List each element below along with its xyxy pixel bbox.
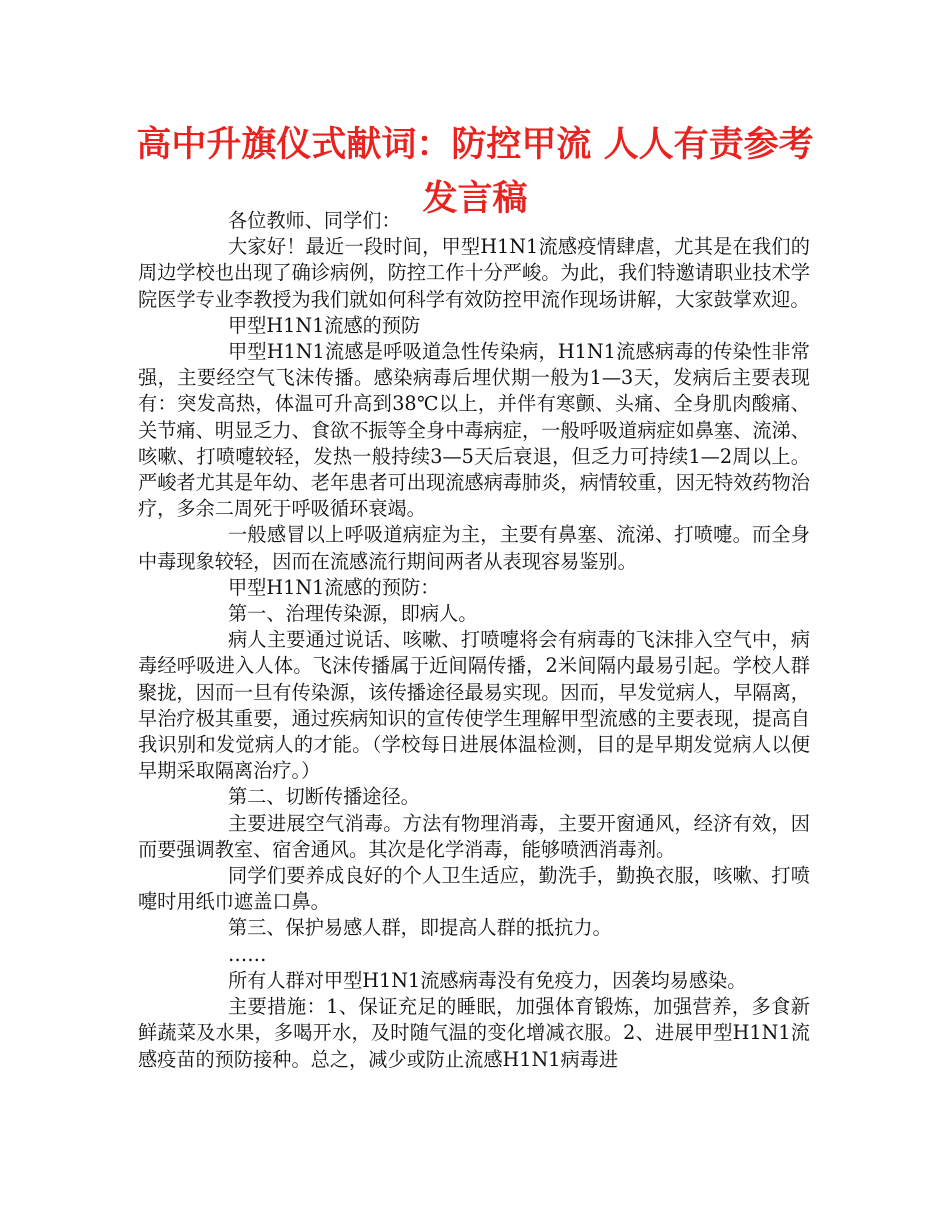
paragraph-step-one-body: 病人主要通过说话、咳嗽、打喷嚏将会有病毒的飞沫排入空气中，病毒经呼吸进入人体。飞沫传播属于近间隔传播，2米间隔内最易引起。学校人群聚拢，因而一旦有传染源，该传播途径最易实现。因而，早发觉病人，早隔离，早治疗极其重要，通过疾病知识的宣传使学生理解甲型流感的主要表现，提高自我识别和发觉病人的才能。（学校每日进展体温检测，目的是早期发觉病人以便早期采取隔离治疗。） xyxy=(138,628,810,783)
paragraph-susceptibility: 所有人群对甲型H1N1流感病毒没有免疫力，因袭均易感染。 xyxy=(228,968,747,992)
paragraph-cold-comparison: 一般感冒以上呼吸道病症为主，主要有鼻塞、流涕、打喷嚏。而全身中毒现象较轻，因而在流感流行期间两者从表现容易鉴别。 xyxy=(138,523,810,573)
paragraph-hygiene: 同学们要养成良好的个人卫生适应，勤洗手，勤换衣服，咳嗽、打喷嚏时用纸巾遮盖口鼻。 xyxy=(138,864,810,914)
paragraph-heading-prevention-list: 甲型H1N1流感的预防： xyxy=(228,575,440,599)
paragraph-ellipsis: …… xyxy=(228,942,267,966)
paragraph-step-one-heading: 第一、治理传染源，即病人。 xyxy=(228,602,478,626)
paragraph-greeting: 各位教师、同学们： xyxy=(228,209,401,232)
document-title: 高中升旗仪式献词：防控甲流 人人有责参考发言稿 xyxy=(136,125,814,219)
paragraph-disease-description: 甲型H1N1流感是呼吸道急性传染病，H1N1流感病毒的传染性非常强，主要经空气飞沫传播。感染病毒后埋伏期一般为1—3天，发病后主要表现有：突发高热，体温可升高到38℃以上，并伴有寒颤、头痛、全身肌肉酸痛、关节痛、明显乏力、食欲不振等全身中毒病症，一般呼吸道病症如鼻塞、流涕、咳嗽、打喷嚏较轻，发热一般持续3—5天后衰退，但乏力可持续1—2周以上。严峻者尤其是年幼、老年患者可出现流感病毒肺炎，病情较重，因无特效药物治疗，多余二周死于呼吸循环衰竭。 xyxy=(138,340,810,521)
paragraph-step-two-heading: 第二、切断传播途径。 xyxy=(228,785,420,809)
paragraph-step-three-heading: 第三、保护易感人群，即提高人群的抵抗力。 xyxy=(228,916,612,940)
paragraph-measures: 主要措施：1、保证充足的睡眠，加强体育锻炼，加强营养，多食新鲜蔬菜及水果，多喝开水，及时随气温的变化增减衣服。2、进展甲型H1N1流感疫苗的预防接种。总之，减少或防止流感H1N1病毒进 xyxy=(138,995,810,1071)
paragraph-intro: 大家好！最近一段时间，甲型H1N1流感疫情肆虐，尤其是在我们的周边学校也出现了确诊病例，防控工作十分严峻。为此，我们特邀请职业技术学院医学专业李教授为我们就如何科学有效防控甲流作现场讲解，大家鼓掌欢迎。 xyxy=(138,235,810,311)
paragraph-heading-prevention: 甲型H1N1流感的预防 xyxy=(228,313,421,337)
paragraph-step-two-body: 主要进展空气消毒。方法有物理消毒，主要开窗通风，经济有效，因而要强调教室、宿舍通风。其次是化学消毒，能够喷洒消毒剂。 xyxy=(138,811,810,861)
document-body xyxy=(138,208,810,1073)
